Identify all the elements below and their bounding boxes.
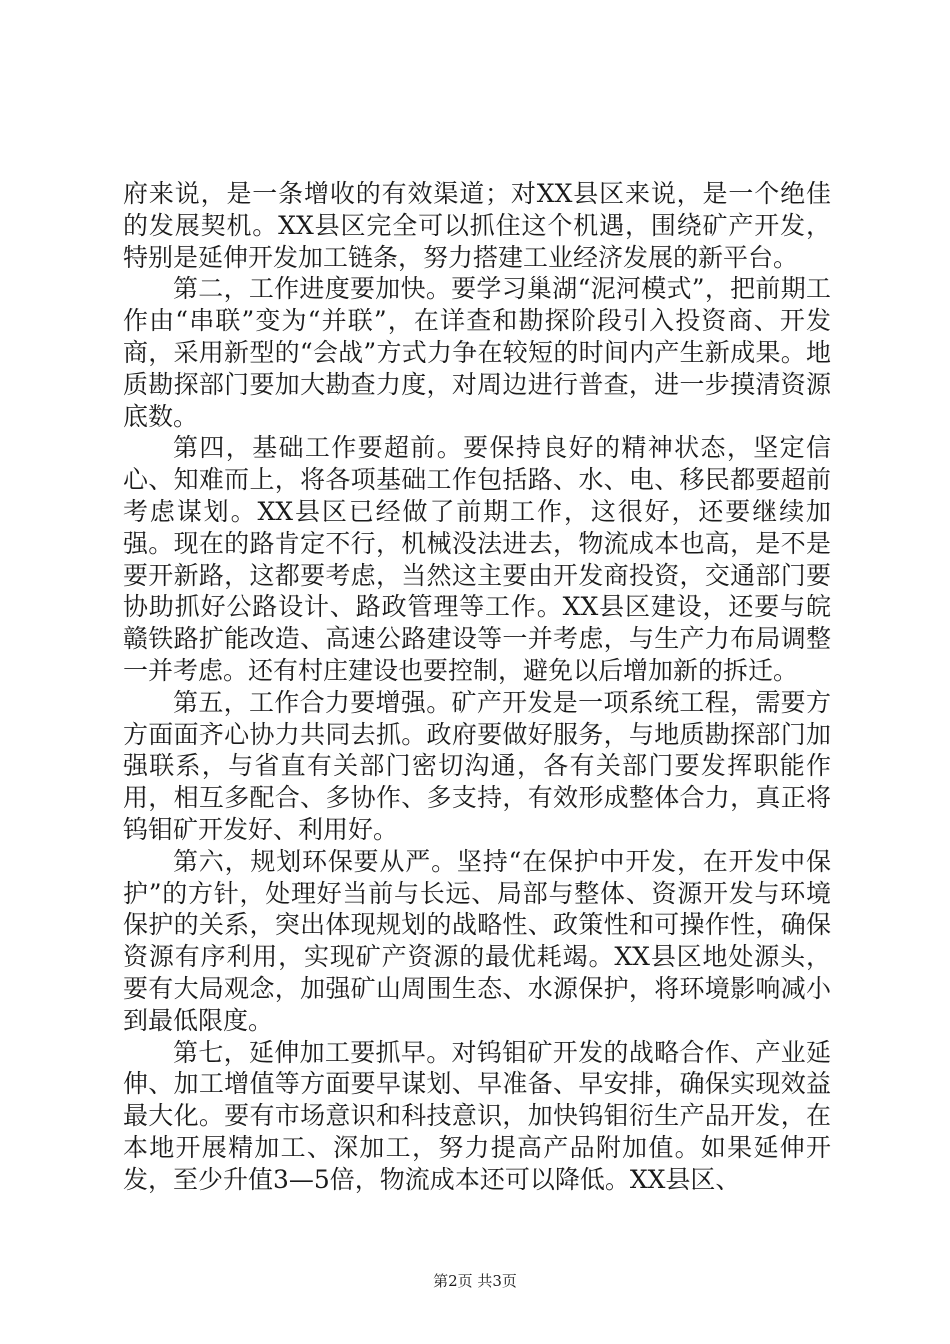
page-number-footer: 第2页 共3页 (433, 1272, 517, 1290)
paragraph-item-4: 第四，基础工作要超前。要保持良好的精神状态，坚定信心、知难而上，将各项基础工作包括路、水、电、移民都要超前考虑谋划。XX县区已经做了前期工作，这很好，还要继续加强。现在的路肯定不行，机械没法进去，物流成本也高，是不是要开新路，这都要考虑，当然这主要由开发商投资，交通部门要协助抓好公路设计、路政管理等工作。XX县区建设，还要与皖赣铁路扩能改造、高速公路建设等一并考虑，与生产力布局调整一并考虑。还有村庄建设也要控制，避免以后增加新的拆迁。 (123, 433, 831, 685)
paragraph-item-6: 第六，规划环保要从严。坚持“在保护中开发，在开发中保护”的方针，处理好当前与长远、局部与整体、资源开发与环境保护的关系，突出体现规划的战略性、政策性和可操作性，确保资源有序利用，实现矿产资源的最优耗竭。XX县区地处源头，要有大局观念，加强矿山周围生态、水源保护，将环境影响减小到最低限度。 (123, 846, 831, 1035)
paragraph-item-7: 第七，延伸加工要抓早。对钨钼矿开发的战略合作、产业延伸、加工增值等方面要早谋划、早准备、早安排，确保实现效益最大化。要有市场意识和科技意识，加快钨钼衍生产品开发，在本地开展精加工、深加工，努力提高产品附加值。如果延伸开发，至少升值3—5倍，物流成本还可以降低。XX县区、 (123, 1037, 831, 1194)
document-body (123, 178, 831, 1196)
paragraph-item-2: 第二，工作进度要加快。要学习巢湖“泥河模式”，把前期工作由“串联”变为“并联”，在详查和勘探阶段引入投资商、开发商，采用新型的“会战”方式力争在较短的时间内产生新成果。地质勘探部门要加大勘查力度，对周边进行普查，进一步摸清资源底数。 (123, 274, 831, 431)
paragraph-item-5: 第五，工作合力要增强。矿产开发是一项系统工程，需要方方面面齐心协力共同去抓。政府要做好服务，与地质勘探部门加强联系，与省直有关部门密切沟通，各有关部门要发挥职能作用，相互多配合、多协作、多支持，有效形成整体合力，真正将钨钼矿开发好、利用好。 (123, 687, 831, 844)
paragraph-continuation: 府来说，是一条增收的有效渠道；对XX县区来说，是一个绝佳的发展契机。XX县区完全可以抓住这个机遇，围绕矿产开发，特别是延伸开发加工链条，努力搭建工业经济发展的新平台。 (123, 179, 831, 272)
